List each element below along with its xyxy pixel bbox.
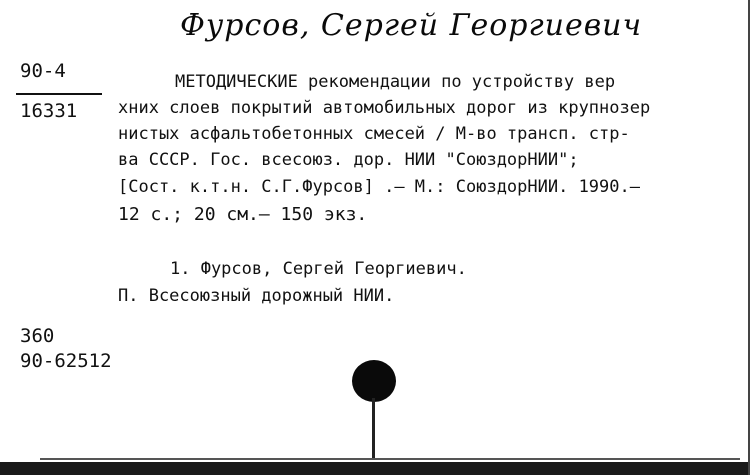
card-punch-hole — [352, 360, 396, 402]
tracing-organization: П. Всесоюзный дорожный НИИ. — [118, 286, 395, 306]
call-number-divider — [16, 93, 102, 95]
handwritten-heading: Фурсов, Сергей Георгиевич — [180, 8, 643, 43]
card-bottom-rule — [40, 458, 740, 460]
call-number-top: 90-4 — [20, 60, 66, 82]
description-line-3: нистых асфальтобетонных смесей / М-во трансп. стр- — [118, 124, 630, 144]
card-bottom-edge — [0, 462, 750, 475]
tracing-author: 1. Фурсов, Сергей Георгиевич. — [170, 259, 467, 279]
description-line-2: хних слоев покрытий автомобильных дорог из крупнозер — [118, 98, 651, 118]
accession-number: 90-62512 — [20, 350, 112, 372]
description-line-6: 12 с.; 20 см.– 150 экз. — [118, 204, 368, 225]
description-line-1: МЕТОДИЧЕСКИЕ рекомендации по устройству вер — [175, 72, 616, 92]
description-line-4: ва СССР. Гос. всесоюз. дор. НИИ "СоюздорНИИ"; — [118, 150, 579, 170]
punch-hole-mark — [372, 398, 375, 460]
call-number-bottom: 16331 — [20, 100, 78, 122]
accession-line-1: 360 — [20, 325, 55, 347]
description-line-5: [Сост. к.т.н. С.Г.Фурсов] .– М.: СоюздорНИИ. 1990.– — [118, 177, 640, 197]
